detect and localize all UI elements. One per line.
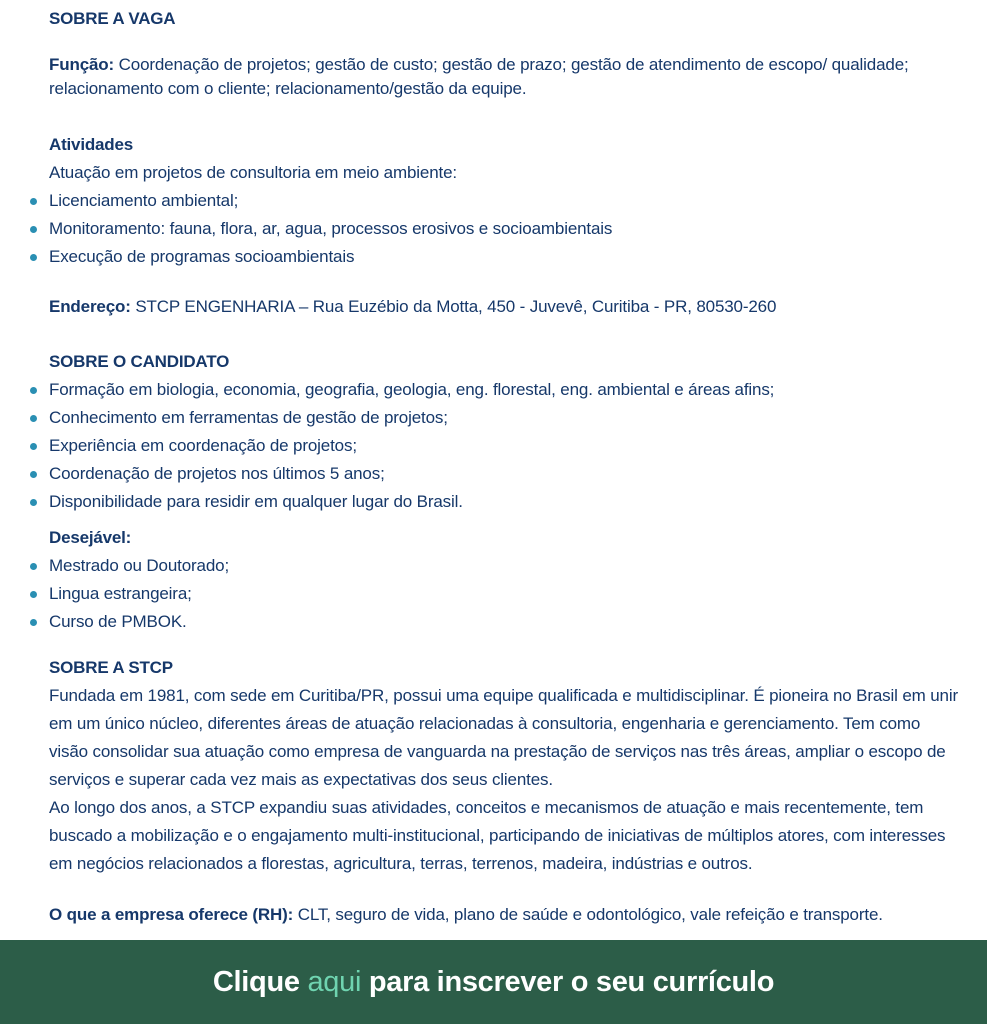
list-item: Disponibilidade para residir em qualquer lugar do Brasil.	[49, 488, 963, 516]
endereco-paragraph	[49, 293, 963, 321]
bullet-icon	[30, 254, 37, 261]
list-item: Monitoramento: fauna, flora, ar, agua, processos erosivos e socioambientais	[49, 215, 963, 243]
bullet-icon	[30, 619, 37, 626]
list-item: Curso de PMBOK.	[49, 608, 963, 636]
endereco-label: Endereço:	[49, 297, 131, 316]
bullet-icon	[30, 499, 37, 506]
bullet-icon	[30, 471, 37, 478]
sobre-stcp-paragraph-1: Fundada em 1981, com sede em Curitiba/PR, possui uma equipe qualificada e multidisciplinar. É pioneira no Brasil em unir em um único núcleo, diferentes áreas de atuação relacionadas à consultoria, engenharia e gerenciamento. Tem como visão consolidar sua atuação como empresa de vanguarda na prestação de serviços nas três áreas, ampliar o escopo de serviços e superar cada vez mais as expectativas dos seus clientes.	[49, 686, 958, 789]
list-item: Conhecimento em ferramentas de gestão de projetos;	[49, 404, 963, 432]
bullet-icon	[30, 226, 37, 233]
funcao-paragraph	[49, 53, 963, 101]
sobre-vaga-heading: SOBRE A VAGA	[49, 9, 176, 28]
atividades-heading: Atividades	[49, 135, 133, 154]
atividades-section	[49, 131, 963, 271]
endereco-text: STCP ENGENHARIA – Rua Euzébio da Motta, 450 - Juvevê, Curitiba - PR, 80530-260	[130, 297, 777, 316]
desejavel-list	[49, 552, 963, 636]
cta-prefix: Clique	[212, 965, 308, 998]
funcao-text: Coordenação de projetos; gestão de custo; gestão de prazo; gestão de atendimento de escopo/ qualidade; relacionamento com o cliente; relacionamento/gestão da equipe.	[49, 55, 909, 98]
candidato-list	[49, 376, 963, 516]
oferece-label: O que a empresa oferece (RH):	[49, 905, 294, 924]
bullet-icon	[30, 198, 37, 205]
bullet-icon	[30, 443, 37, 450]
oferece-text: CLT, seguro de vida, plano de saúde e odontológico, vale refeição e transporte.	[293, 905, 883, 924]
bullet-icon	[30, 591, 37, 598]
sobre-stcp-paragraph-2: Ao longo dos anos, a STCP expandiu suas atividades, conceitos e mecanismos de atuação e mais recentemente, tem buscado a mobilização e o engajamento multi-institucional, participando de iniciativas de múltiplos atores, com interesses em negócios relacionados a florestas, agricultura, terras, terrenos, madeira, indústrias e outros.	[49, 798, 946, 873]
apply-link[interactable]: aqui	[307, 965, 362, 998]
sobre-vaga-section	[49, 5, 963, 33]
oferece-paragraph	[49, 901, 963, 929]
sobre-candidato-section	[49, 348, 963, 516]
list-item: Coordenação de projetos nos últimos 5 anos;	[49, 460, 963, 488]
bullet-icon	[30, 387, 37, 394]
bullet-icon	[30, 415, 37, 422]
desejavel-section	[49, 524, 963, 636]
apply-cta[interactable]	[213, 966, 774, 999]
list-item: Lingua estrangeira;	[49, 580, 963, 608]
atividades-list	[49, 187, 963, 271]
atividades-intro: Atuação em projetos de consultoria em meio ambiente:	[49, 163, 457, 182]
sobre-candidato-heading: SOBRE O CANDIDATO	[49, 352, 230, 371]
funcao-label: Função:	[49, 55, 115, 74]
list-item: Experiência em coordenação de projetos;	[49, 432, 963, 460]
list-item: Formação em biologia, economia, geografia, geologia, eng. florestal, eng. ambiental e áreas afins;	[49, 376, 963, 404]
list-item: Licenciamento ambiental;	[49, 187, 963, 215]
list-item: Mestrado ou Doutorado;	[49, 552, 963, 580]
sobre-stcp-section	[49, 654, 963, 878]
sobre-stcp-heading: SOBRE A STCP	[49, 658, 173, 677]
list-item: Execução de programas socioambientais	[49, 243, 963, 271]
desejavel-heading: Desejável:	[49, 528, 132, 547]
cta-suffix: para inscrever o seu currículo	[361, 965, 775, 998]
bullet-icon	[30, 563, 37, 570]
apply-banner[interactable]	[0, 940, 987, 1024]
